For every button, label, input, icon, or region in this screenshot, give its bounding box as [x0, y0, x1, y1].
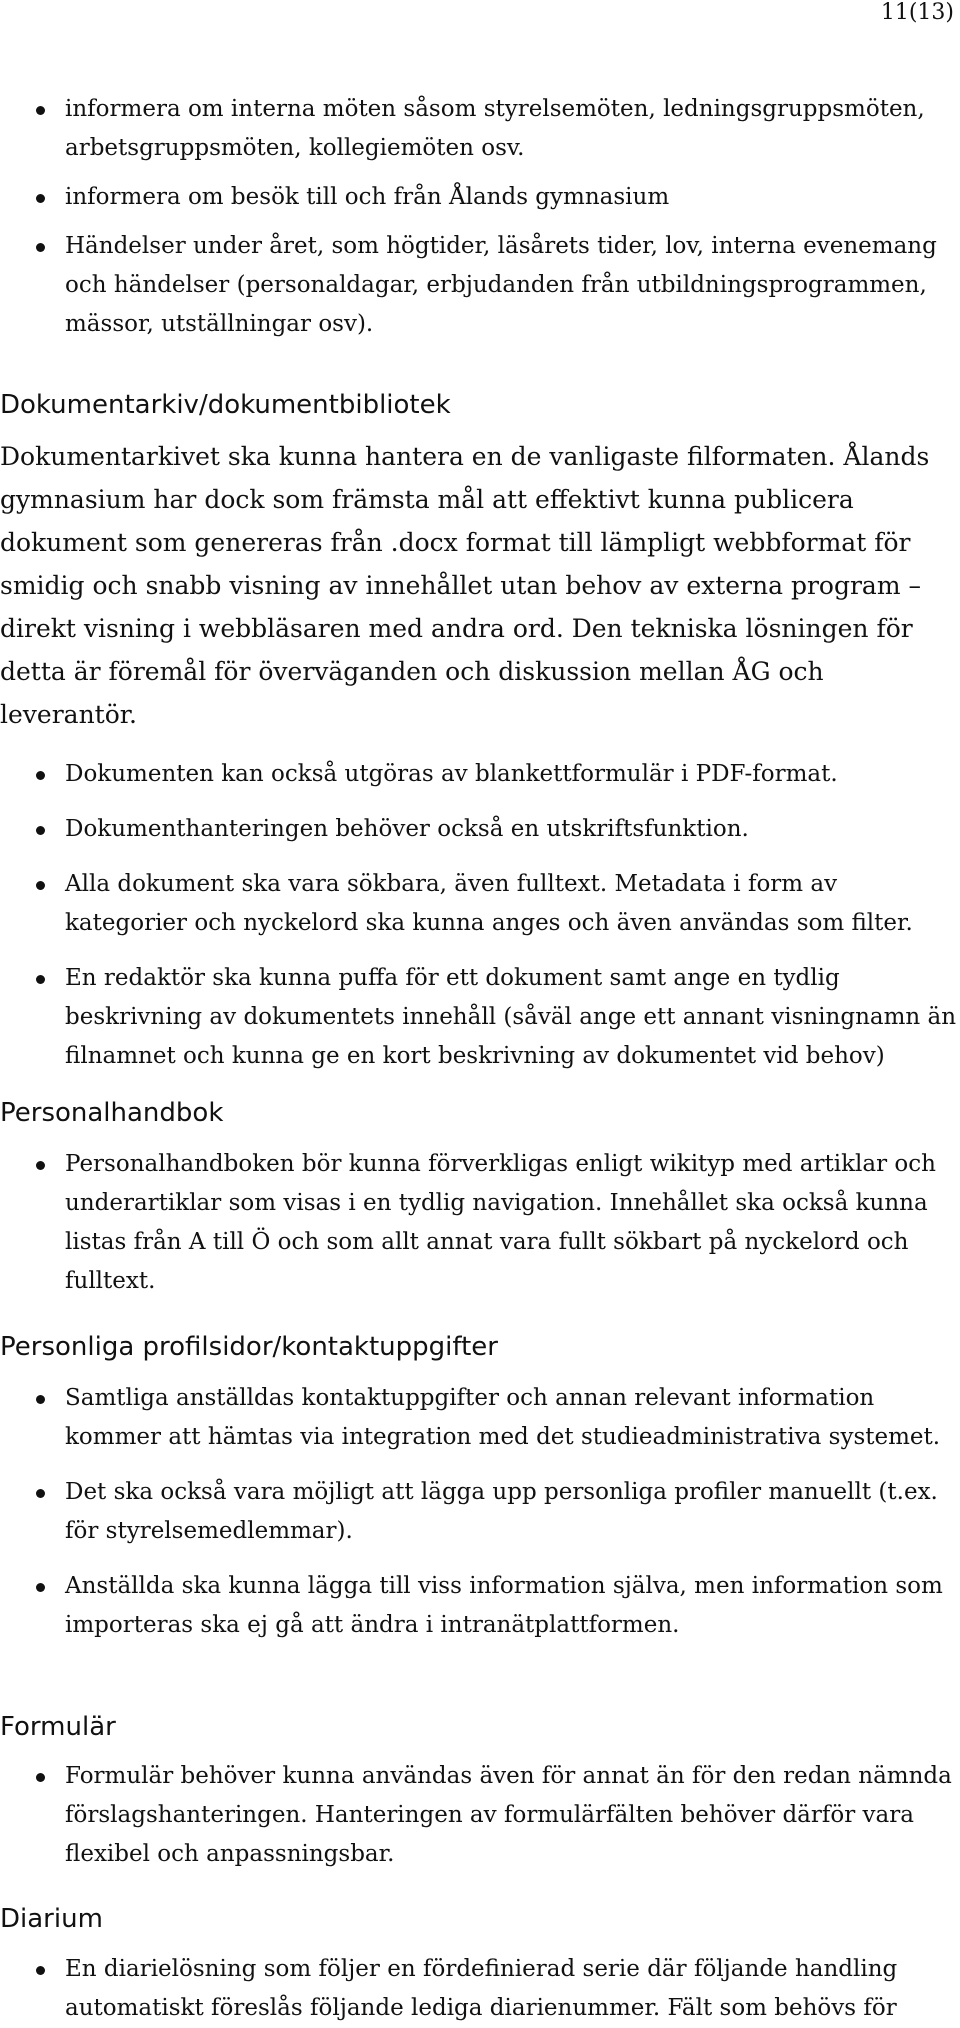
list-item: Dokumenthanteringen behöver också en utskriftsfunktion. [0, 810, 958, 849]
list-item: informera om besök till och från Ålands gymnasium [0, 178, 958, 217]
bullet-list [0, 1379, 958, 1645]
formular-bullets [0, 1757, 958, 1874]
list-item: Samtliga anställdas kontaktuppgifter och annan relevant information kommer att hämtas via integration med det studieadministrativa systemet. [0, 1379, 958, 1457]
list-item: Anställda ska kunna lägga till viss information själva, men information som importeras ska ej gå att ändra i intranätplattformen. [0, 1567, 958, 1645]
list-item: Alla dokument ska vara sökbara, även fulltext. Metadata i form av kategorier och nyckelord ska kunna anges och även användas som filter. [0, 865, 958, 943]
list-item: Dokumenten kan också utgöras av blankettformulär i PDF-format. [0, 755, 958, 794]
paragraph: Dokumentarkivet ska kunna hantera en de vanligaste filformaten. Ålands gymnasium har dock som främsta mål att effektivt kunna publicera dokument som genereras från .docx format till lämpligt webbformat för smidig och snabb visning av innehållet utan behov av externa program – direkt visning i webbläsaren med andra ord. Den tekniska lösningen för detta är föremål för överväganden och diskussion mellan ÅG och leverantör. [0, 442, 930, 729]
section-heading: Personliga profilsidor/kontaktuppgifter [0, 1332, 498, 1362]
section-heading: Formulär [0, 1712, 116, 1742]
section-dokumentarkiv [0, 385, 958, 425]
section-heading: Dokumentarkiv/dokumentbibliotek [0, 390, 451, 420]
page-number: 11(13) [880, 0, 954, 25]
bullet-list [0, 1950, 958, 2028]
section-heading: Diarium [0, 1904, 103, 1934]
section-diarium [0, 1899, 958, 1939]
bullet-list [0, 1145, 958, 1301]
bullet-list [0, 755, 958, 1076]
profilsidor-bullets [0, 1379, 958, 1645]
list-item: informera om interna möten såsom styrelsemöten, ledningsgruppsmöten, arbetsgruppsmöten, kollegiemöten osv. [0, 90, 958, 168]
intro-bullet-list [0, 90, 958, 344]
bullet-list [0, 1757, 958, 1874]
personalhandbok-bullets [0, 1145, 958, 1301]
section-heading: Personalhandbok [0, 1098, 224, 1128]
dokumentarkiv-body [0, 435, 958, 736]
list-item: Händelser under året, som högtider, läsårets tider, lov, interna evenemang och händelser (personaldagar, erbjudanden från utbildningsprogrammen, mässor, utställningar osv). [0, 227, 958, 344]
dokumentarkiv-bullets [0, 755, 958, 1076]
section-personalhandbok [0, 1093, 958, 1133]
list-item: En redaktör ska kunna puffa för ett dokument samt ange en tydlig beskrivning av dokumentets innehåll (såväl ange ett annant visningnamn än filnamnet och kunna ge en kort beskrivning av dokumentet vid behov) [0, 959, 958, 1076]
intro-section [0, 90, 958, 344]
diarium-bullets [0, 1950, 958, 2028]
list-item: Det ska också vara möjligt att lägga upp personliga profiler manuellt (t.ex. för styrelsemedlemmar). [0, 1473, 958, 1551]
list-item: Personalhandboken bör kunna förverkligas enligt wikityp med artiklar och underartiklar som visas i en tydlig navigation. Innehållet ska också kunna listas från A till Ö och som allt annat vara fullt sökbart på nyckelord och fulltext. [0, 1145, 958, 1301]
section-formular [0, 1707, 958, 1747]
section-profilsidor [0, 1327, 958, 1367]
list-item: En diarielösning som följer en fördefinierad serie där följande handling automatiskt föreslås följande lediga diarienummer. Fält som behövs för [0, 1950, 958, 2028]
list-item: Formulär behöver kunna användas även för annat än för den redan nämnda förslagshanteringen. Hanteringen av formulärfälten behöver därför vara flexibel och anpassningsbar. [0, 1757, 958, 1874]
